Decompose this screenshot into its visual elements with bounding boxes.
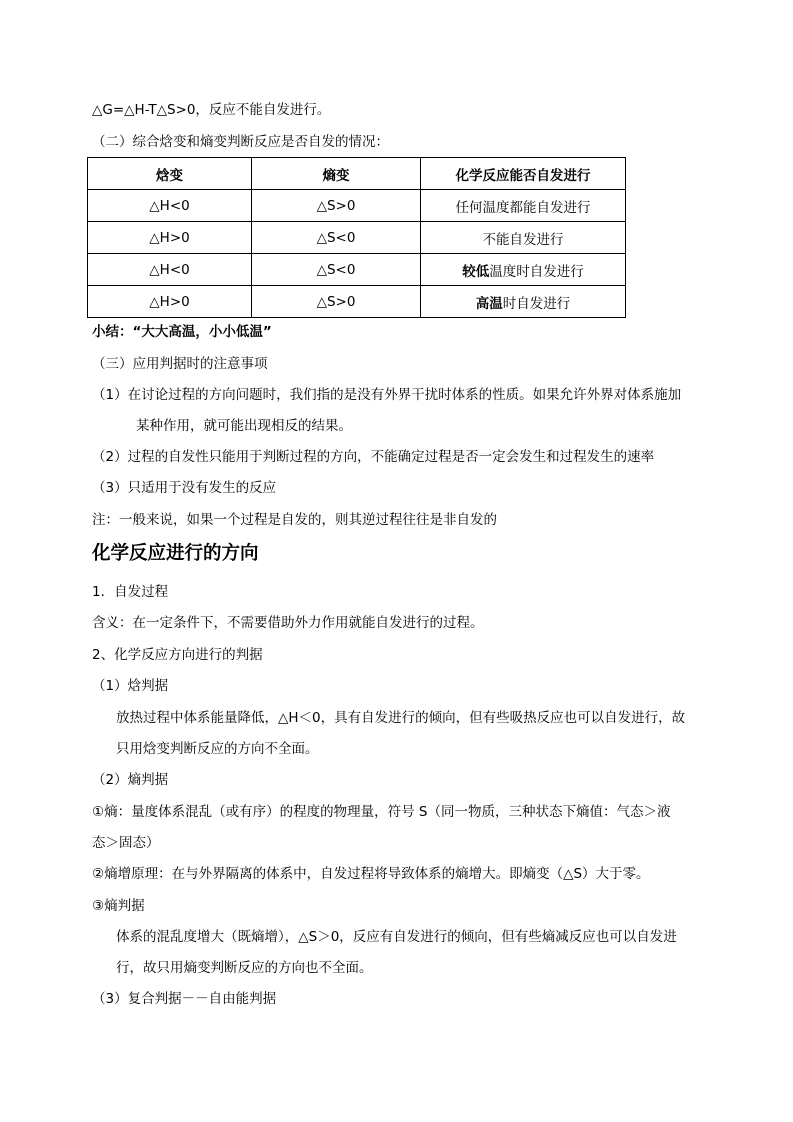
table-row [88, 190, 626, 222]
table-row [88, 286, 626, 318]
table-row [88, 254, 626, 286]
cell-result-bold: 较低 [462, 263, 490, 280]
summary-line: 小结：“大大高温，小小低温” [92, 324, 272, 340]
cell-enthalpy: △H>0 [88, 222, 252, 254]
cell-result-bold: 高温 [475, 295, 503, 312]
entropy-criterion-label: ③熵判据 [92, 898, 145, 914]
note-one-line-b: 某种作用，就可能出现相反的结果。 [136, 418, 352, 434]
section-three-title: （三）应用判据时的注意事项 [92, 356, 268, 372]
enthalpy-criterion-line-a: 放热过程中体系能量降低，△H＜0，具有自发进行的倾向，但有些吸热反应也可以自发进行，故 [116, 710, 686, 726]
note-one-line-a: （1）在讨论过程的方向问题时，我们指的是没有外界干扰时体系的性质。如果允许外界对体系施加 [92, 387, 682, 403]
note-three: （3）只适用于没有发生的反应 [92, 480, 277, 496]
entropy-criterion-line-a: 体系的混乱度增大（既熵增），△S＞0，反应有自发进行的倾向，但有些熵减反应也可以自发进 [116, 929, 677, 945]
general-note: 注：一般来说，如果一个过程是自发的，则其逆过程往往是非自发的 [92, 512, 497, 528]
cell-result-text: 温度时自发进行 [489, 263, 584, 280]
gibbs-condition-line: △G=△H-T△S>0，反应不能自发进行。 [92, 102, 331, 118]
cell-result [421, 254, 626, 286]
note-two: （2）过程的自发性只能用于判断过程的方向，不能确定过程是否一定会发生和过程发生的速率 [92, 449, 655, 465]
entropy-criterion-title: （2）熵判据 [92, 772, 169, 788]
spontaneity-table [87, 157, 626, 318]
table-header-entropy: 熵变 [252, 158, 421, 190]
cell-entropy: △S>0 [252, 190, 421, 222]
cell-result-text: 任何温度都能自发进行 [455, 199, 591, 216]
point-one-title: 1．自发过程 [92, 584, 169, 600]
entropy-definition-line-a: ①熵：量度体系混乱（或有序）的程度的物理量，符号 S（同一物质，三种状态下熵值：气态＞液 [92, 804, 671, 820]
cell-entropy: △S>0 [252, 286, 421, 318]
entropy-definition-line-b: 态＞固态） [92, 835, 160, 851]
cell-enthalpy: △H<0 [88, 254, 252, 286]
enthalpy-criterion-title: （1）焓判据 [92, 678, 169, 694]
enthalpy-criterion-line-b: 只用焓变判断反应的方向不全面。 [116, 741, 319, 757]
point-two-title: 2、化学反应方向进行的判据 [92, 647, 263, 663]
entropy-increase-principle: ②熵增原理：在与外界隔离的体系中，自发过程将导致体系的熵增大。即熵变（△S）大于零。 [92, 866, 650, 882]
free-energy-criterion-title: （3）复合判据－－自由能判据 [92, 991, 277, 1007]
cell-result [421, 222, 626, 254]
cell-result-text: 时自发进行 [502, 295, 571, 312]
table-row [88, 222, 626, 254]
section-heading: 化学反应进行的方向 [92, 543, 259, 564]
cell-result [421, 190, 626, 222]
section-two-title: （二）综合焓变和熵变判断反应是否自发的情况： [92, 134, 389, 150]
entropy-criterion-line-b: 行，故只用熵变判断反应的方向也不全面。 [116, 960, 373, 976]
point-one-definition: 含义：在一定条件下，不需要借助外力作用就能自发进行的过程。 [92, 615, 484, 631]
table-header-enthalpy: 焓变 [88, 158, 252, 190]
cell-result-text: 不能自发进行 [482, 231, 564, 248]
cell-result [421, 286, 626, 318]
cell-enthalpy: △H>0 [88, 286, 252, 318]
table-header-row [88, 158, 626, 190]
cell-entropy: △S<0 [252, 254, 421, 286]
table-header-result: 化学反应能否自发进行 [421, 158, 626, 190]
cell-enthalpy: △H<0 [88, 190, 252, 222]
cell-entropy: △S<0 [252, 222, 421, 254]
